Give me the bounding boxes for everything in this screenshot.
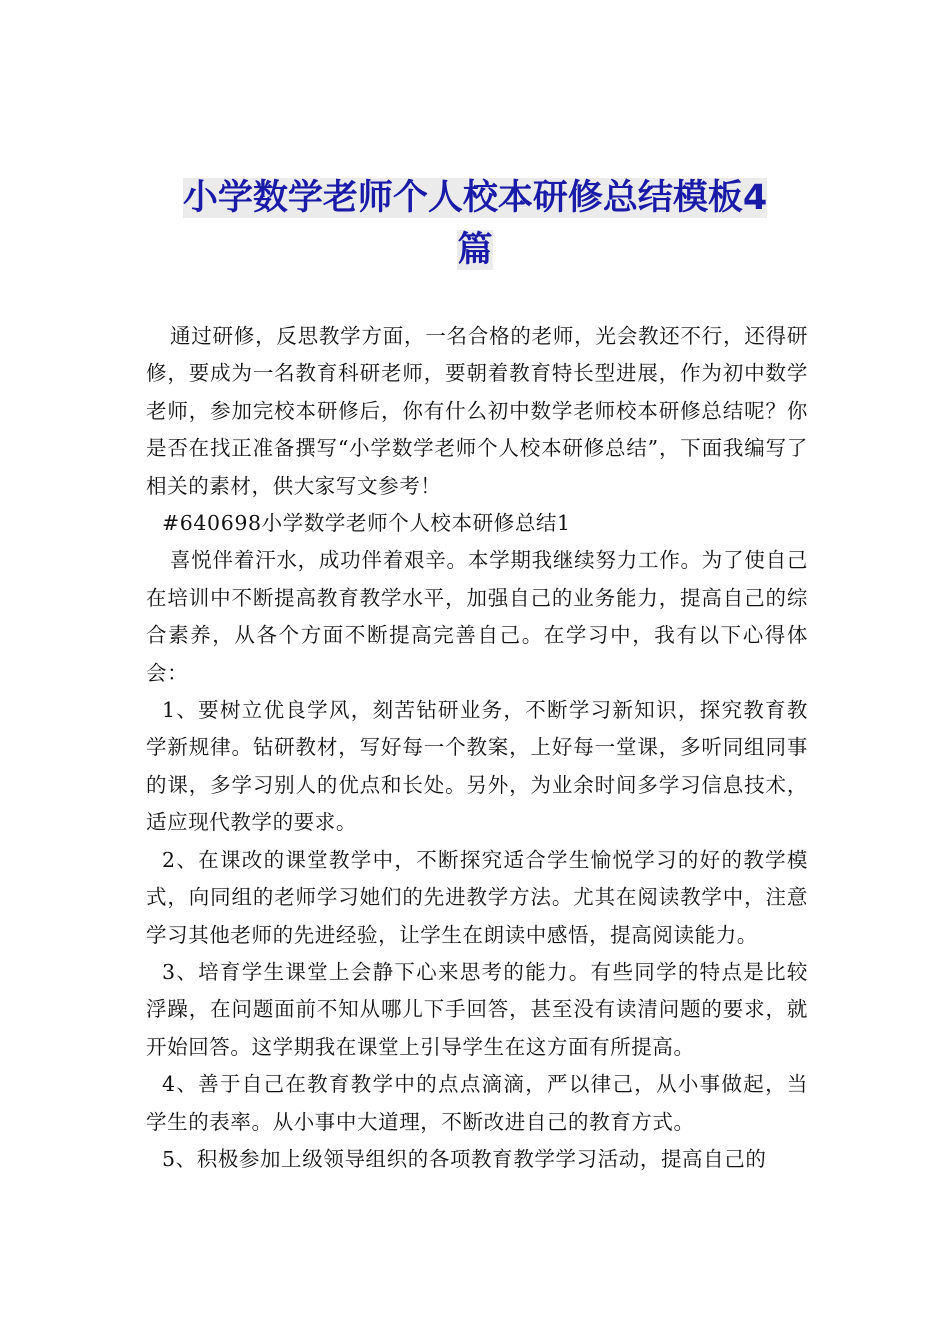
document-title (0, 172, 950, 276)
list-item-5: 5、积极参加上级领导组织的各项教育教学学习活动，提高自己的 (162, 1146, 767, 1171)
section-heading: #640698小学数学老师个人校本研修总结1 (162, 511, 571, 536)
title-line-2: 篇 (457, 230, 493, 270)
document-body (146, 318, 808, 1178)
body-paragraph: 喜悦伴着汗水，成功伴着艰辛。本学期我继续努力工作。为了使自己在培训中不断提高教育教学水平，加强自己的业务能力，提高自己的综合素养，从各个方面不断提高完善自己。在学习中，我有以下心得体会： (146, 548, 808, 685)
list-item-1: 1、要树立优良学风，刻苦钻研业务，不断学习新知识，探究教育教学新规律。钻研教材，写好每一个教案，上好每一堂课，多听同组同事的课，多学习别人的优点和长处。另外，为业余时间多学习信息技术，适应现代教学的要求。 (146, 698, 808, 835)
list-item-4: 4、善于自己在教育教学中的点点滴滴，严以律己，从小事做起，当学生的表率。从小事中大道理，不断改进自己的教育方式。 (146, 1072, 808, 1134)
title-line-1: 小学数学老师个人校本研修总结模板4 (182, 178, 768, 218)
intro-paragraph: 通过研修，反思教学方面，一名合格的老师，光会教还不行，还得研修，要成为一名教育科研老师，要朝着教育特长型进展，作为初中数学老师，参加完校本研修后，你有什么初中数学老师校本研修总结呢？你是否在找正准备撰写“小学数学老师个人校本研修总结”，下面我编写了相关的素材，供大家写文参考！ (146, 324, 808, 498)
list-item-2: 2、在课改的课堂教学中，不断探究适合学生愉悦学习的好的教学模式，向同组的老师学习她们的先进教学方法。尤其在阅读教学中，注意学习其他老师的先进经验，让学生在朗读中感悟，提高阅读能力。 (146, 847, 808, 947)
list-item-3: 3、培育学生课堂上会静下心来思考的能力。有些同学的特点是比较浮躁，在问题面前不知从哪儿下手回答，甚至没有读清问题的要求，就开始回答。这学期我在课堂上引导学生在这方面有所提高。 (146, 959, 808, 1059)
